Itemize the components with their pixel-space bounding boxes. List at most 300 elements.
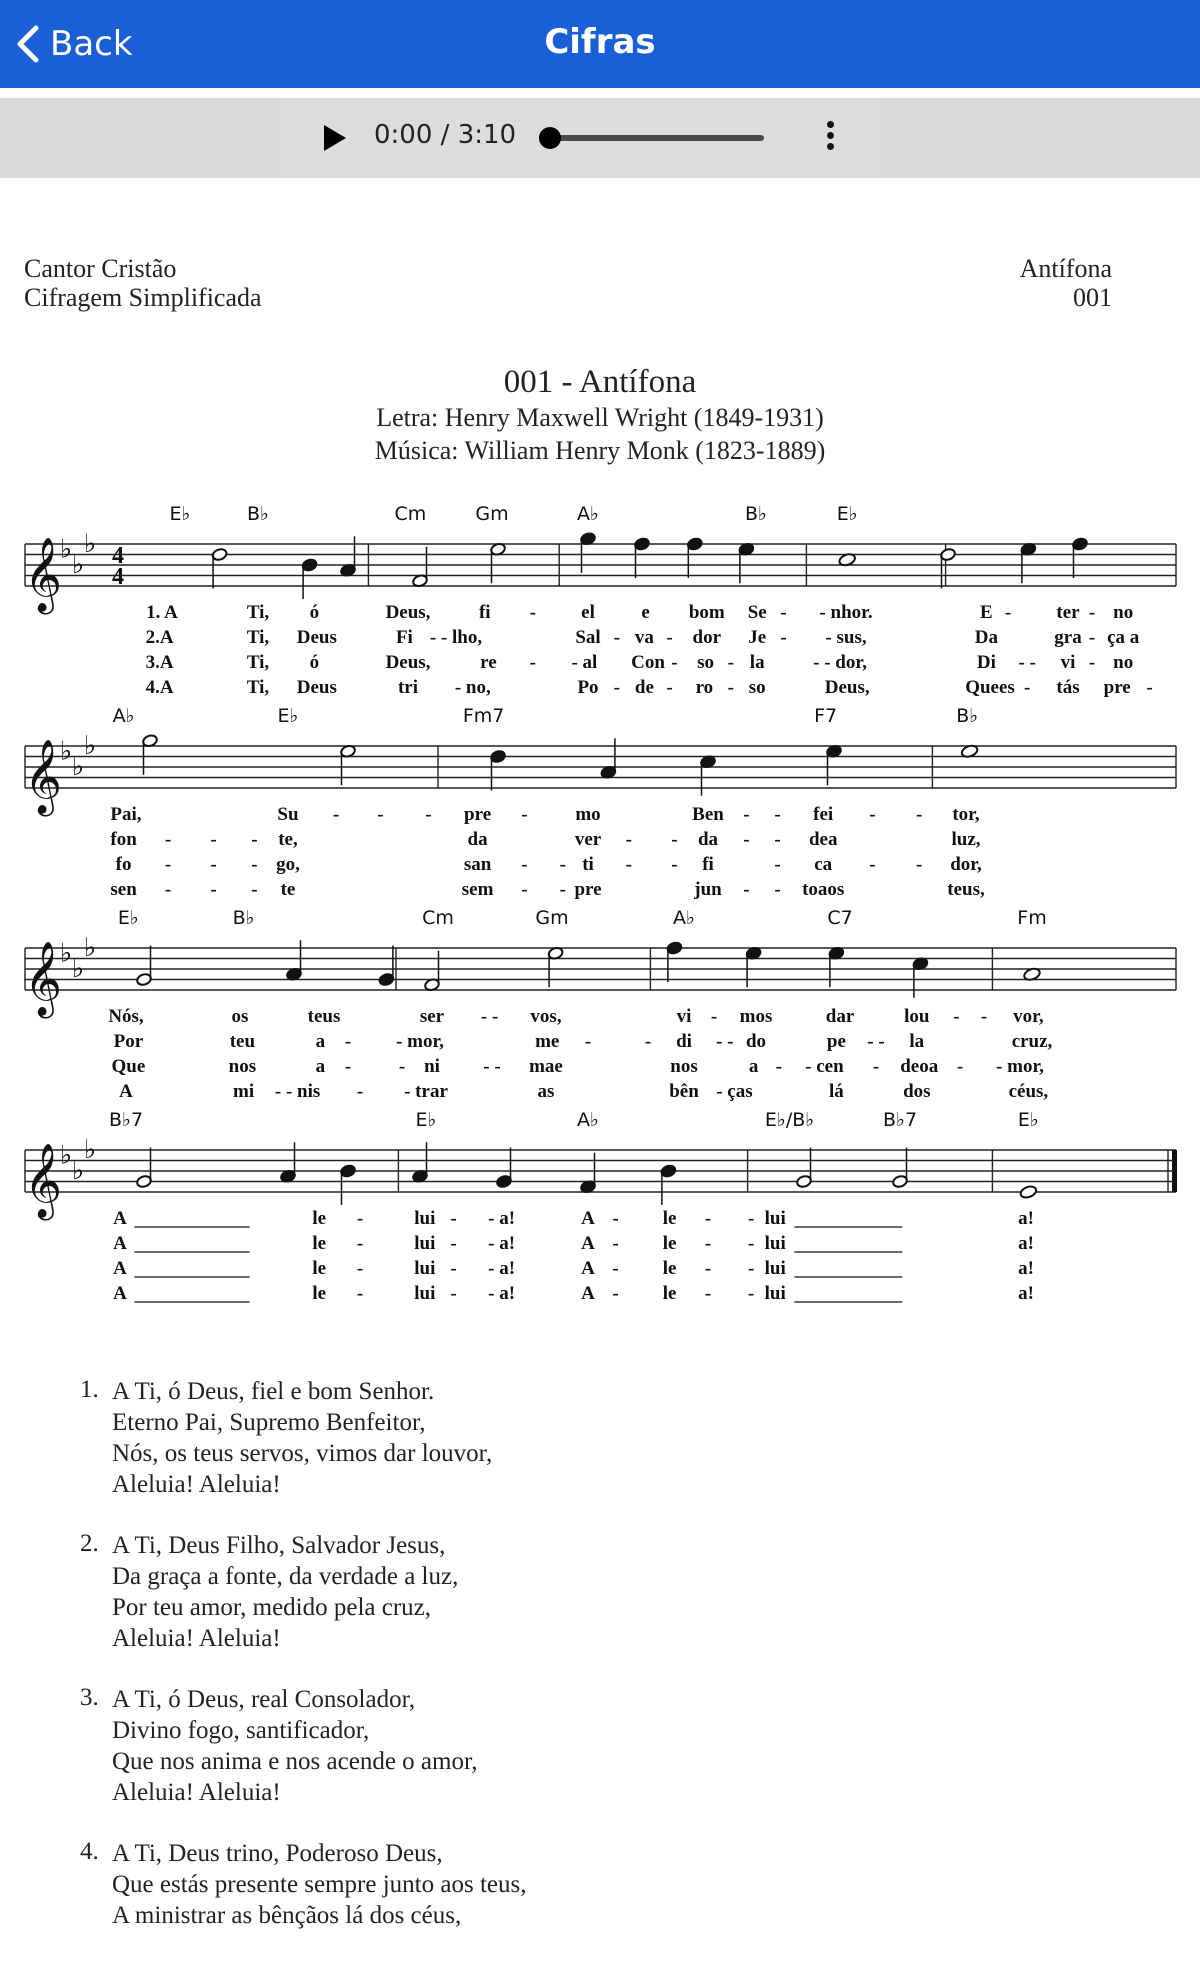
lyric-syllable: Se (747, 602, 767, 623)
lyric-syllable: me (535, 1031, 560, 1052)
lyric-syllable: Que (111, 1056, 146, 1077)
lyric-syllable: - (521, 854, 528, 875)
lyric-syllable: - (251, 879, 258, 900)
lyric-syllable: - (704, 1233, 712, 1254)
lyric-syllable: - (774, 804, 781, 825)
verse-line: Que nos anima e nos acende o amor, (112, 1748, 478, 1775)
app-bar (0, 0, 1200, 88)
verse-line: A ministrar as bênçãos lá dos céus, (112, 1902, 462, 1929)
lyric-syllable: fi (702, 854, 714, 875)
lyric-syllable: a! (1018, 1258, 1034, 1279)
lyric-syllable: - (559, 854, 566, 875)
lyric-syllable: el (581, 602, 595, 623)
lyric-syllable: dor, (950, 854, 982, 875)
lyric-syllable: - (612, 1283, 619, 1304)
lyrics-credit: Letra: Henry Maxwell Wright (1849-1931) (376, 403, 824, 432)
lyric-syllable: - (743, 829, 750, 850)
lyric-syllable: - mor, (996, 1056, 1044, 1077)
verses-list (80, 1376, 526, 1961)
lyric-syllable: re (480, 652, 497, 673)
lyric-syllable: - (704, 1258, 712, 1279)
lyric-syllable: - (710, 1006, 718, 1027)
lyric-syllable: - (748, 1258, 755, 1279)
back-label: Back (50, 24, 133, 64)
lyric-syllable: - (727, 677, 734, 698)
lyric-syllable: - (612, 1233, 619, 1254)
lyric-syllable: A (581, 1208, 595, 1229)
lyric-syllable: 4.A (145, 677, 174, 698)
lyric-syllable: - (748, 1283, 755, 1304)
lyric-syllable: a! (1018, 1208, 1034, 1229)
lyric-syllable: nos (228, 1056, 257, 1077)
lyric-syllable: - (704, 1208, 712, 1229)
lyric-syllable: ni (424, 1056, 440, 1077)
hymnal-name: Cantor Cristão (24, 254, 177, 283)
lyric-syllable: gra (1054, 627, 1082, 648)
lyric-syllable: - (210, 879, 217, 900)
playback-time (374, 120, 516, 150)
edition-name: Cifragem Simplificada (24, 283, 262, 312)
lyric-syllable: - - (483, 1056, 501, 1077)
chord-symbol: A♭ (673, 907, 695, 929)
lyric-syllable: - no, (454, 677, 491, 698)
chord-symbol: Fm7 (462, 705, 505, 727)
lyric-syllable: le (312, 1258, 327, 1279)
lyric-syllable: as (537, 1081, 555, 1102)
chord-symbol: A♭ (577, 503, 599, 525)
lyric-syllable: pe (826, 1031, 846, 1052)
hymn-name: Antífona (1019, 254, 1112, 283)
chord-symbol: E♭ (117, 907, 139, 929)
chord-symbol: A♭ (112, 705, 135, 727)
key-signature-flat: ♭ (59, 534, 73, 565)
seek-thumb[interactable] (539, 127, 561, 149)
lyric-syllable: Deus, (824, 677, 870, 698)
lyric-syllable: te, (278, 829, 298, 850)
lyric-syllable: vi (676, 1006, 692, 1027)
treble-clef: 𝄞 (24, 740, 62, 814)
lyric-syllable: - (210, 829, 217, 850)
lyric-syllable: fei (813, 804, 834, 825)
chord-symbol: Gm (535, 907, 569, 929)
key-signature-flat: ♭ (59, 938, 73, 969)
lyric-syllable: - sus, (825, 627, 867, 648)
lyric-syllable: - (398, 1056, 406, 1077)
lyric-syllable: tri (397, 677, 419, 698)
lyric-syllable: - (613, 627, 620, 648)
lyric-syllable: nos (670, 1056, 698, 1077)
lyric-syllable: di (676, 1031, 692, 1052)
lyric-syllable: - (164, 829, 172, 850)
lyric-syllable: - - nis (274, 1081, 321, 1102)
lyric-syllable: - (356, 1233, 364, 1254)
key-signature-flat: ♭ (71, 1156, 85, 1186)
key-signature-flat: ♭ (59, 1140, 73, 1171)
lyric-syllable: ó (309, 602, 320, 623)
hymn-number: 001 (1073, 283, 1112, 312)
lyric-syllable: pre (574, 879, 602, 900)
lyric-syllable: - (613, 677, 620, 698)
lyric-syllable: ti (582, 854, 594, 875)
lyric-syllable: - (869, 804, 876, 825)
lyric-syllable: mos (739, 1006, 773, 1027)
lyric-syllable: a (315, 1031, 326, 1052)
lyric-syllable: san (463, 854, 492, 875)
verse-line: Aleluia! Aleluia! (112, 1471, 281, 1498)
sheet-music (0, 490, 1200, 1320)
lyric-syllable: a! (1018, 1283, 1034, 1304)
lyric-syllable: Nós, (108, 1006, 144, 1027)
verse-line: Aleluia! Aleluia! (112, 1625, 281, 1652)
lyric-syllable: sem (461, 879, 494, 900)
key-signature-flat: ♭ (71, 752, 85, 782)
lyric-syllable: - (450, 1208, 457, 1229)
lyric-syllable: Ben (692, 804, 724, 825)
lyric-syllable: dor (692, 627, 722, 648)
lyric-syllable: pre (1103, 677, 1131, 698)
final-barline-thick (1172, 1150, 1177, 1192)
chord-symbol: E♭ (169, 503, 191, 525)
verse-number: 1. (80, 1376, 99, 1403)
lyric-syllable: le (662, 1258, 677, 1279)
key-signature-flat: ♭ (83, 933, 97, 963)
lyric-syllable: - a! (488, 1258, 516, 1279)
seek-slider[interactable] (550, 135, 764, 141)
chord-symbol: B♭ (247, 503, 269, 525)
lyric-syllable: e (641, 602, 650, 623)
lyric-syllable: vi (1060, 652, 1076, 673)
chord-symbol: Gm (475, 503, 509, 525)
lyric-syllable: Pai, (110, 804, 142, 825)
lyric-syllable: - (1088, 652, 1096, 673)
lyric-syllable: - (1004, 602, 1012, 623)
key-signature-flat: ♭ (71, 954, 85, 984)
song-title: 001 - Antífona (503, 364, 697, 400)
lyric-syllable: le (312, 1208, 327, 1229)
lyric-syllable: jun (694, 879, 722, 900)
lyric-syllable: - - (716, 1031, 734, 1052)
lyric-syllable: - (872, 1056, 880, 1077)
lyric-syllable: - a! (488, 1283, 516, 1304)
lyric-syllable: 3.A (145, 652, 174, 673)
chord-symbol: E♭/B♭ (764, 1109, 815, 1131)
lyric-syllable: no (1113, 602, 1134, 623)
lyric-syllable: A (113, 1208, 127, 1229)
lyric-syllable: - (780, 602, 787, 623)
chord-symbol: B♭7 (882, 1109, 918, 1131)
lyric-syllable: - (529, 602, 536, 623)
lyric-syllable: - (743, 879, 750, 900)
verse-line: Por teu amor, medido pela cruz, (112, 1594, 432, 1621)
lyric-syllable: - (743, 804, 750, 825)
lyric-syllable: a (315, 1056, 326, 1077)
lyric-syllable: - (356, 1283, 364, 1304)
chord-symbol: E♭ (415, 1109, 437, 1131)
lyric-syllable: - (671, 652, 678, 673)
lyric-syllable: - (748, 1233, 755, 1254)
lyric-syllable: a! (1018, 1233, 1034, 1254)
lyric-syllable: - trar (404, 1081, 448, 1102)
current-time: 0:00 (374, 120, 433, 150)
verse (80, 1684, 526, 1808)
verse-line: Da graça a fonte, da verdade a luz, (112, 1563, 459, 1590)
lyric-syllable: le (312, 1283, 327, 1304)
lyric-syllable: le (662, 1283, 677, 1304)
lyric-syllable: Deus (296, 627, 337, 648)
lyric-syllable: - mor, (396, 1031, 444, 1052)
key-signature-flat: ♭ (71, 550, 85, 580)
lyric-syllable: le (662, 1208, 677, 1229)
duration: 3:10 (457, 120, 517, 150)
lyric-syllable: - (344, 1056, 352, 1077)
lyric-syllable: toaos (802, 879, 845, 900)
treble-clef: 𝄞 (24, 942, 62, 1016)
verse-line: A Ti, ó Deus, real Consolador, (112, 1686, 416, 1713)
lyric-syllable: fo (115, 854, 132, 875)
lyric-syllable: - (916, 804, 923, 825)
lyric-syllable: sen (110, 879, 137, 900)
lyric-syllable: - (612, 1208, 619, 1229)
verse (80, 1530, 526, 1654)
play-icon[interactable] (320, 122, 350, 154)
lyric-syllable: Ti, (246, 652, 270, 673)
lyric-syllable: dos (903, 1081, 931, 1102)
lyric-syllable: - ças (716, 1081, 753, 1102)
page-title: Cifras (544, 22, 656, 62)
chord-symbol: C7 (827, 907, 853, 929)
chord-symbol: Cm (394, 503, 427, 525)
lyric-syllable: dar (825, 1006, 855, 1027)
lyric-syllable: ter (1056, 602, 1080, 623)
verse-line: Nós, os teus servos, vimos dar louvor, (112, 1440, 493, 1467)
lyric-syllable: - (727, 652, 734, 673)
lyric-syllable: - (529, 652, 536, 673)
lyric-syllable: - - (1018, 652, 1036, 673)
lyric-syllable: E (980, 602, 993, 623)
lyric-syllable: lui (764, 1258, 786, 1279)
chord-symbol: Fm (1017, 907, 1047, 929)
verse-line: A Ti, ó Deus, fiel e bom Senhor. (112, 1378, 435, 1405)
lyric-syllable: - - (867, 1031, 885, 1052)
chord-symbol: A♭ (577, 1109, 599, 1131)
verse (80, 1376, 526, 1500)
chord-symbol: E♭ (836, 503, 858, 525)
lyric-syllable: lá (829, 1081, 844, 1102)
lyric-syllable: - (356, 1258, 364, 1279)
lyric-syllable: vos, (530, 1006, 562, 1027)
lyric-syllable: - (450, 1283, 457, 1304)
time-separator: / (432, 120, 458, 150)
lyric-syllable: - (450, 1258, 457, 1279)
lyric-syllable: - (521, 804, 528, 825)
lyric-syllable: - (356, 1081, 364, 1102)
lyric-syllable: - (344, 1031, 352, 1052)
lyric-syllable: so (748, 677, 766, 698)
lyric-syllable: - - (480, 1006, 499, 1027)
lyric-syllable: fi (478, 602, 491, 623)
lyric-syllable: mo (575, 804, 601, 825)
lyric-syllable: - (612, 1258, 619, 1279)
lyric-syllable: teu (229, 1031, 256, 1052)
lyric-syllable: Di (976, 652, 996, 673)
lyric-syllable: - (332, 804, 340, 825)
lyric-syllable: - (584, 1031, 592, 1052)
lyric-syllable: Sal (575, 627, 601, 648)
lyric-syllable: cruz, (1011, 1031, 1053, 1052)
lyric-syllable: ver (574, 829, 602, 850)
audio-player-bar (0, 98, 1200, 178)
lyric-syllable: le (662, 1233, 677, 1254)
lyric-syllable: - cen (805, 1056, 844, 1077)
lyric-syllable: so (697, 652, 715, 673)
chord-symbol: B♭ (956, 705, 979, 727)
verse (80, 1838, 526, 1931)
lyric-syllable: no (1113, 652, 1134, 673)
lyric-syllable: ó (309, 652, 320, 673)
lyric-syllable: teus, (947, 879, 985, 900)
lyric-syllable: go, (276, 854, 300, 875)
lyric-syllable: Je (748, 627, 767, 648)
lyric-syllable: da (467, 829, 488, 850)
treble-clef: 𝄞 (24, 538, 62, 612)
lyric-syllable: - (377, 804, 384, 825)
verse-line: Que estás presente sempre junto aos teus, (112, 1871, 527, 1898)
lyric-syllable: de (634, 677, 654, 698)
chord-symbol: B♭ (745, 503, 767, 525)
time-signature-bottom: 4 (112, 564, 124, 590)
key-signature-flat: ♭ (59, 736, 73, 767)
lyric-syllable: Con (631, 652, 665, 673)
lyric-syllable: - a! (488, 1233, 516, 1254)
verse-number: 2. (80, 1530, 99, 1557)
lyric-syllable: - (780, 627, 787, 648)
lyric-syllable: A (113, 1233, 127, 1254)
lyric-syllable: - (953, 1006, 960, 1027)
key-signature-flat: ♭ (83, 1135, 97, 1165)
lyric-syllable: - (748, 1208, 755, 1229)
lyric-syllable: luz, (951, 829, 981, 850)
lyric-syllable: lui (764, 1208, 786, 1229)
lyric-syllable: dea (808, 829, 838, 850)
lyric-syllable: bên (669, 1081, 699, 1102)
verse-number: 4. (80, 1838, 99, 1865)
lyric-syllable: va (634, 627, 654, 648)
lyric-syllable: - (1024, 677, 1031, 698)
lyric-syllable: Po (577, 677, 599, 698)
lyric-syllable: - (251, 854, 258, 875)
lyric-syllable: - (774, 879, 781, 900)
lyric-syllable: Deus (296, 677, 337, 698)
lyric-syllable: Da (974, 627, 999, 648)
lyric-syllable: - (916, 854, 923, 875)
lyric-syllable: - (671, 829, 678, 850)
lyric-syllable: Fi (395, 627, 413, 648)
lyric-syllable: Por (113, 1031, 144, 1052)
lyric-syllable: - (1088, 627, 1096, 648)
lyric-syllable: - (164, 879, 172, 900)
lyric-syllable: - (356, 1208, 364, 1229)
key-signature-flat: ♭ (83, 529, 97, 559)
lyric-syllable: - (666, 627, 673, 648)
lyric-syllable: 2.A (145, 627, 174, 648)
lyric-syllable: - (775, 1056, 782, 1077)
sheet-header-left (24, 254, 262, 312)
lyric-syllable: A (581, 1258, 595, 1279)
treble-clef: 𝄞 (24, 1144, 62, 1218)
verse-number: 3. (80, 1684, 99, 1711)
chord-symbol: E♭ (277, 705, 299, 727)
lyric-syllable: - (210, 854, 217, 875)
lyric-syllable: Ti, (246, 677, 270, 698)
lyric-syllable: Quees (965, 677, 1015, 698)
time-signature-top: 4 (112, 543, 124, 569)
verse-line: Divino fogo, santificador, (112, 1717, 370, 1744)
lyric-syllable: - (521, 879, 528, 900)
verse-line: A Ti, Deus Filho, Salvador Jesus, (112, 1532, 446, 1559)
lyric-syllable: - (251, 829, 258, 850)
verse-line: Aleluia! Aleluia! (112, 1779, 281, 1806)
lyric-syllable: te (280, 879, 296, 900)
lyric-syllable: lui (764, 1233, 786, 1254)
lyric-syllable: A (113, 1258, 127, 1279)
lyric-syllable: - (869, 854, 876, 875)
lyric-syllable: Ti, (246, 602, 270, 623)
note-head (1019, 1185, 1037, 1200)
verse-line: A Ti, Deus trino, Poderoso Deus, (112, 1840, 443, 1867)
lyric-syllable: - (164, 854, 172, 875)
lyric-syllable: - (704, 1283, 712, 1304)
lyric-syllable: a (748, 1056, 759, 1077)
lyric-syllable: ro (695, 677, 714, 698)
chord-symbol: F7 (814, 705, 838, 727)
lyric-syllable: fon (110, 829, 137, 850)
lyric-syllable: - nhor. (819, 602, 873, 623)
lyric-syllable: - (1146, 677, 1153, 698)
lyric-syllable: - - dor, (813, 652, 867, 673)
lyric-syllable: - (450, 1233, 457, 1254)
lyric-syllable: lui (414, 1258, 436, 1279)
lyric-syllable: mae (529, 1056, 563, 1077)
lyric-syllable: lui (414, 1283, 436, 1304)
lyric-syllable: Ti, (246, 627, 270, 648)
lyric-syllable: mi (233, 1081, 255, 1102)
lyric-syllable: céus, (1008, 1081, 1049, 1102)
lyric-syllable: - (644, 1031, 652, 1052)
lyric-syllable: deoa (900, 1056, 939, 1077)
more-options-icon[interactable] (820, 118, 840, 158)
lyric-syllable: A (581, 1283, 595, 1304)
lyric-syllable: - - lho, (429, 627, 483, 648)
audio-player (280, 98, 880, 178)
music-credit: Música: William Henry Monk (1823-1889) (374, 436, 826, 465)
lyric-syllable: lui (764, 1283, 786, 1304)
lyric-syllable: lui (414, 1208, 436, 1229)
lyric-syllable: 1. A (146, 602, 178, 623)
verse-line: Eterno Pai, Supremo Benfeitor, (112, 1409, 426, 1436)
lyric-syllable: tor, (952, 804, 980, 825)
lyric-syllable: - (1088, 602, 1096, 623)
lyric-syllable: do (745, 1031, 767, 1052)
chord-symbol: Cm (422, 907, 454, 929)
lyric-syllable: - (625, 829, 632, 850)
lyric-syllable: la (749, 652, 765, 673)
lyric-syllable: vor, (1013, 1006, 1044, 1027)
lyric-syllable: - (666, 677, 673, 698)
lyric-syllable: la (909, 1031, 925, 1052)
lyric-syllable: tás (1056, 677, 1080, 698)
lyric-syllable: le (312, 1233, 327, 1254)
lyric-syllable: A (119, 1081, 133, 1102)
